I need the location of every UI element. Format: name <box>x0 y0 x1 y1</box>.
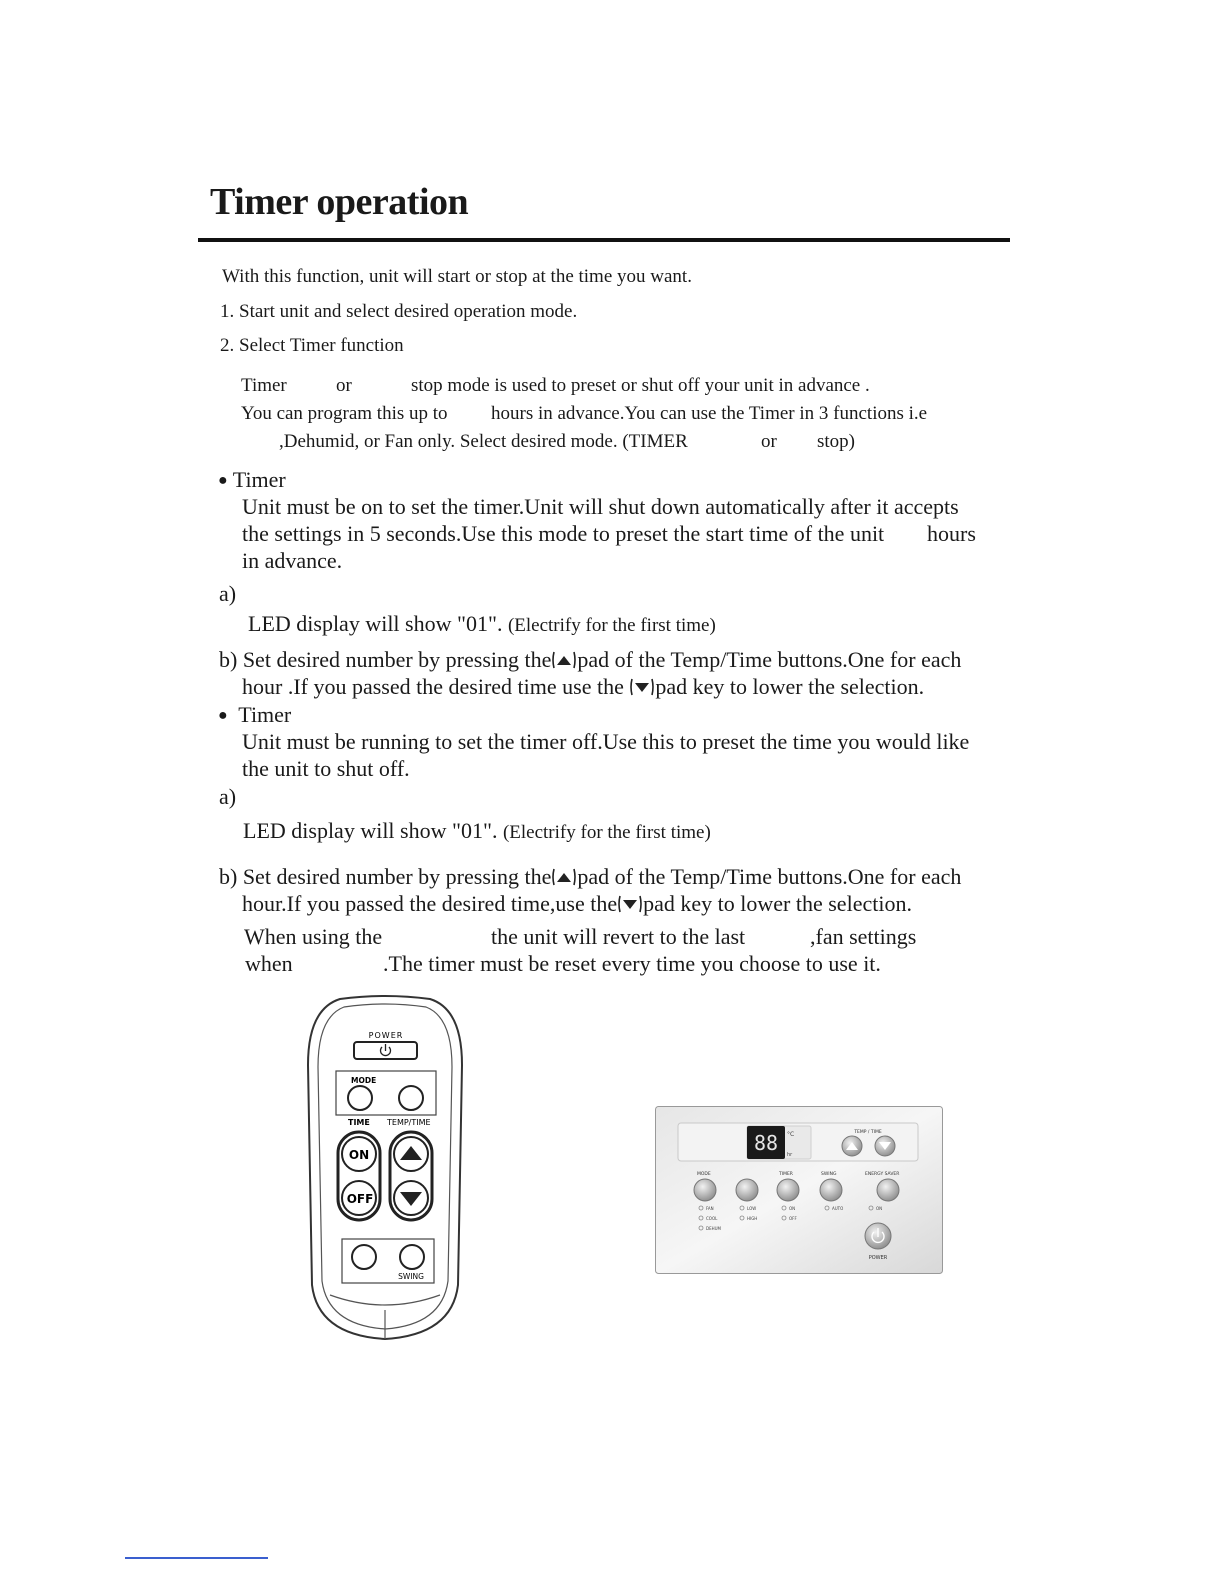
panel-high-label: HIGH <box>747 1216 758 1221</box>
timer-off-led: LED display will show "01". (Electrify for the first time) <box>243 818 711 843</box>
panel-dehum-label: DEHUM <box>706 1226 721 1231</box>
timer-on-a: a) <box>219 581 237 606</box>
timer-off-b2: hour.If you passed the desired time,use the pad key to lower the selection. <box>242 891 912 916</box>
panel-energy-on-label: ON <box>876 1206 883 1211</box>
bullet-icon: ● <box>218 472 228 489</box>
timer-on-line3: in advance. <box>242 548 343 573</box>
timer-off-line1: Unit must be running to set the timer off.Use this to preset the time you would like <box>242 729 970 754</box>
panel-timer-button[interactable] <box>777 1179 799 1201</box>
page-title: Timer operation <box>210 181 469 223</box>
remote-on-label: ON <box>348 1148 370 1162</box>
para1-line2a: You can program this up to <box>241 403 448 424</box>
panel-fan-button[interactable] <box>736 1179 758 1201</box>
note-line1c: ,fan settings <box>810 924 917 949</box>
note-line1b: the unit will revert to the last <box>491 924 746 949</box>
note-line2a: when <box>245 951 293 976</box>
led-display-value: 88 <box>753 1131 779 1155</box>
timer-on-b1: b) Set desired number by pressing the pad of the Temp/Time buttons.One for each <box>219 647 962 672</box>
timer-on-line2b: hours <box>927 521 976 546</box>
timer-on-b2: hour .If you passed the desired time use the pad key to lower the selection. <box>242 674 925 699</box>
remote-temptime-label: TEMP/TIME <box>387 1118 431 1127</box>
timer-on-line2a: the settings in 5 seconds.Use this mode to preset the start time of the unit <box>242 521 885 546</box>
timer-on-line1: Unit must be on to set the timer.Unit will shut down automatically after it accepts <box>242 494 959 519</box>
panel-low-label: LOW <box>747 1206 757 1211</box>
panel-swing-button[interactable] <box>820 1179 842 1201</box>
up-arrow-icon <box>551 650 577 670</box>
step-1: 1. Start unit and select desired operation mode. <box>220 301 578 322</box>
panel-timer-label: TIMER <box>779 1172 793 1177</box>
para1-line2b: hours in advance.You can use the Timer in 3 functions i.e <box>491 403 928 424</box>
remote-off-label: OFF <box>346 1192 374 1206</box>
panel-temptime-label: TEMP / TIME <box>854 1130 882 1135</box>
panel-fan-label: FAN <box>706 1206 714 1211</box>
down-arrow-icon <box>629 677 655 697</box>
panel-timer-on-label: ON <box>789 1206 796 1211</box>
para1-word-or: or <box>336 375 352 396</box>
panel-swing-label: SWING <box>821 1172 837 1177</box>
timer-off-a: a) <box>219 784 237 809</box>
bullet-icon: ● <box>218 707 228 724</box>
remote-energy-button[interactable] <box>352 1245 376 1269</box>
remote-mode-button[interactable] <box>348 1086 372 1110</box>
intro-text: With this function, unit will start or stop at the time you want. <box>222 266 692 287</box>
control-panel-illustration <box>655 1106 943 1274</box>
panel-power-label: POWER <box>868 1255 888 1261</box>
title-rule <box>198 238 1010 242</box>
timer-off-line2: the unit to shut off. <box>242 756 410 781</box>
panel-energy-button[interactable] <box>877 1179 899 1201</box>
para1-line3c: stop) <box>817 431 855 452</box>
panel-mode-button[interactable] <box>694 1179 716 1201</box>
step-2: 2. Select Timer function <box>220 335 404 356</box>
remote-fan-button[interactable] <box>399 1086 423 1110</box>
remote-swing-button[interactable] <box>400 1245 424 1269</box>
timer-on-led: LED display will show "01". (Electrify for the first time) <box>248 611 716 636</box>
timer-off-heading: ● Timer <box>218 702 292 727</box>
timer-off-b1: b) Set desired number by pressing the pad of the Temp/Time buttons.One for each <box>219 864 962 889</box>
panel-timer-off-label: OFF <box>789 1216 797 1221</box>
remote-control-illustration <box>300 995 470 1345</box>
timer-on-heading: ● Timer <box>218 467 286 492</box>
panel-mode-label: MODE <box>697 1172 711 1177</box>
panel-energy-label: ENERGY SAVER <box>865 1172 900 1177</box>
para1-line1-rest: stop mode is used to preset or shut off your unit in advance . <box>411 375 870 396</box>
remote-swing-label: SWING <box>398 1272 424 1281</box>
panel-auto-label: AUTO <box>832 1206 844 1211</box>
remote-mode-label: MODE <box>351 1076 377 1085</box>
bottom-link-underline <box>125 1557 268 1559</box>
remote-power-label: POWER <box>368 1031 404 1040</box>
panel-cool-label: COOL <box>706 1216 718 1221</box>
celsius-label: °C <box>787 1131 795 1138</box>
down-arrow-icon <box>617 894 643 914</box>
hr-label: hr <box>787 1152 793 1158</box>
remote-time-label: TIME <box>348 1118 370 1127</box>
note-line1a: When using the <box>244 924 383 949</box>
para1-word-timer: Timer <box>241 375 287 396</box>
note-line2b: .The timer must be reset every time you choose to use it. <box>383 951 881 976</box>
para1-line3b: or <box>761 431 777 452</box>
para1-line3a: ,Dehumid, or Fan only. Select desired mode. (TIMER <box>279 431 688 452</box>
up-arrow-icon <box>551 867 577 887</box>
